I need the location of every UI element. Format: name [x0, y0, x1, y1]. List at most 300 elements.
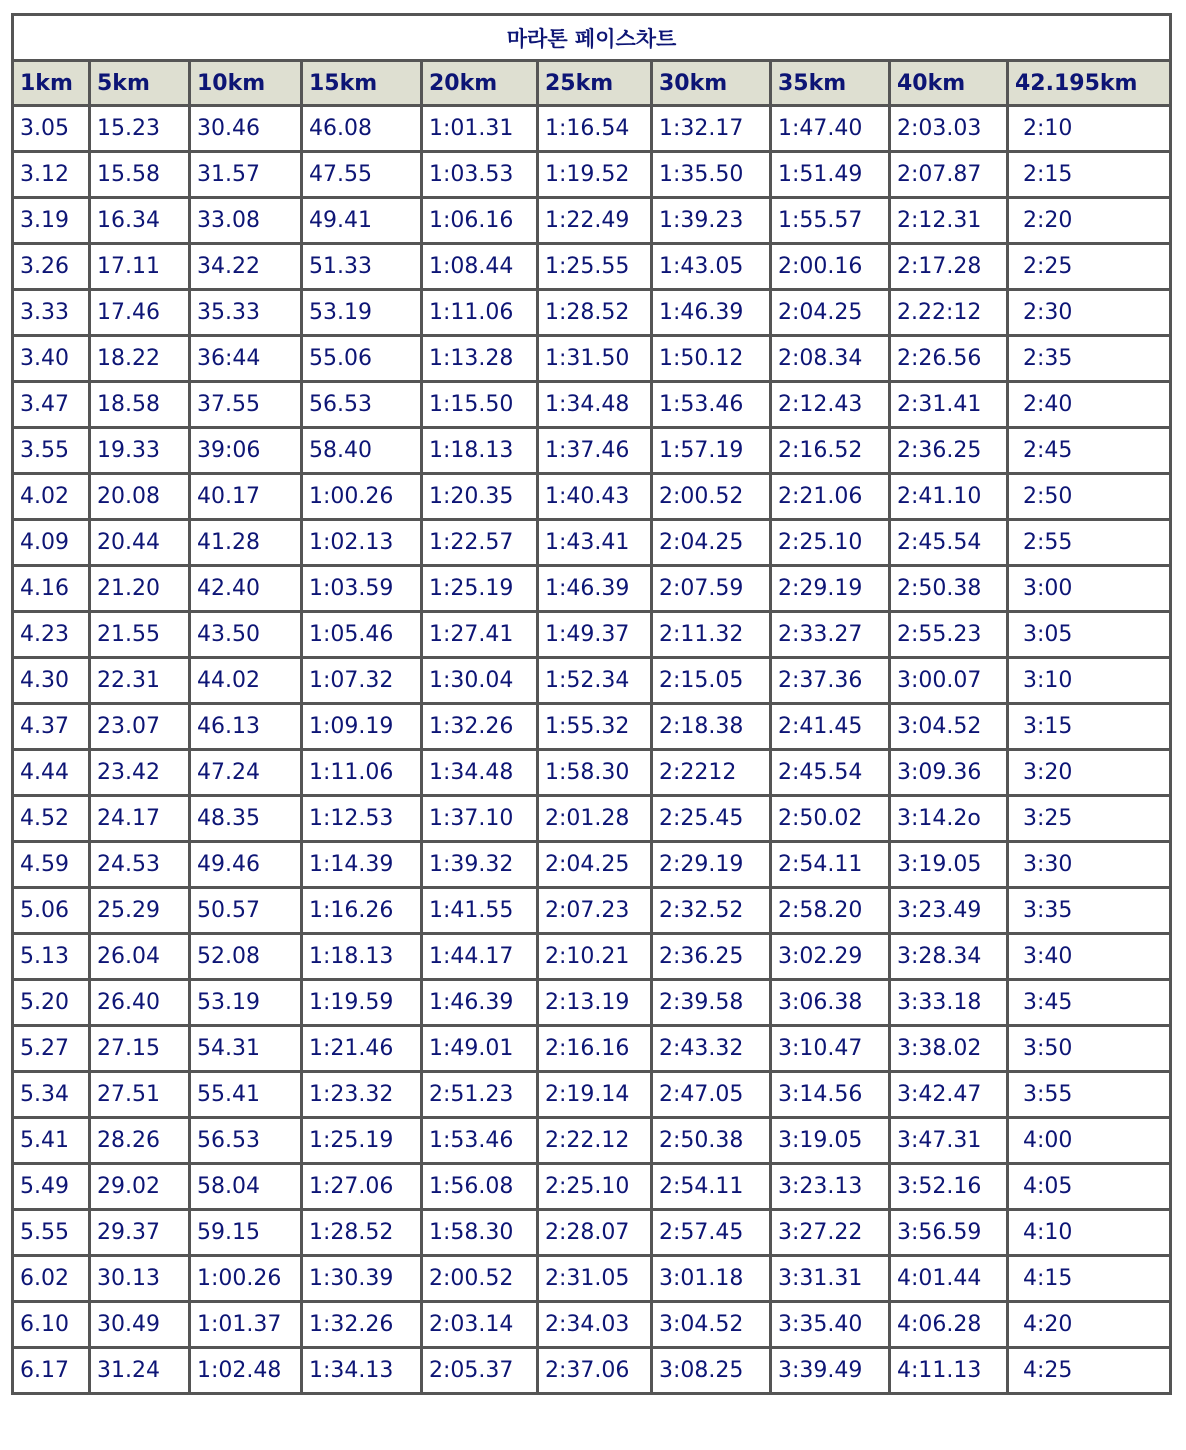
- table-cell: 1:25.55: [538, 244, 652, 290]
- table-cell: 4.30: [13, 658, 90, 704]
- table-cell: 2:03.14: [422, 1302, 538, 1348]
- table-cell: 1:27.06: [302, 1164, 422, 1210]
- table-cell: 1:25.19: [422, 566, 538, 612]
- table-row: [13, 750, 1171, 796]
- table-cell: 3:06.38: [771, 980, 890, 1026]
- table-cell: 2:12.43: [771, 382, 890, 428]
- table-cell: 1:46.39: [652, 290, 771, 336]
- table-cell: 2:43.32: [652, 1026, 771, 1072]
- table-cell: 3:52.16: [890, 1164, 1008, 1210]
- table-cell: 3:00: [1008, 566, 1171, 612]
- table-cell: 2:04.25: [652, 520, 771, 566]
- table-cell: 2:00.52: [422, 1256, 538, 1302]
- table-cell: 2:07.59: [652, 566, 771, 612]
- table-cell: 51.33: [302, 244, 422, 290]
- table-cell: 2:51.23: [422, 1072, 538, 1118]
- table-cell: 1:37.46: [538, 428, 652, 474]
- table-cell: 37.55: [190, 382, 302, 428]
- table-cell: 23.07: [90, 704, 190, 750]
- table-cell: 27.15: [90, 1026, 190, 1072]
- table-cell: 18.58: [90, 382, 190, 428]
- table-cell: 52.08: [190, 934, 302, 980]
- table-cell: 3:02.29: [771, 934, 890, 980]
- table-cell: 46.08: [302, 106, 422, 152]
- table-cell: 1:01.31: [422, 106, 538, 152]
- table-cell: 40.17: [190, 474, 302, 520]
- table-cell: 3:09.36: [890, 750, 1008, 796]
- table-cell: 48.35: [190, 796, 302, 842]
- table-cell: 5.41: [13, 1118, 90, 1164]
- table-cell: 3:45: [1008, 980, 1171, 1026]
- table-cell: 1:49.37: [538, 612, 652, 658]
- table-cell: 4.09: [13, 520, 90, 566]
- column-header: 10km: [190, 61, 302, 106]
- column-header: 20km: [422, 61, 538, 106]
- table-row: [13, 566, 1171, 612]
- table-cell: 56.53: [302, 382, 422, 428]
- table-cell: 1:32.26: [422, 704, 538, 750]
- table-cell: 15.23: [90, 106, 190, 152]
- table-cell: 1:30.04: [422, 658, 538, 704]
- table-cell: 2:50.38: [890, 566, 1008, 612]
- table-cell: 4:01.44: [890, 1256, 1008, 1302]
- table-cell: 3:31.31: [771, 1256, 890, 1302]
- table-cell: 1:32.17: [652, 106, 771, 152]
- table-cell: 1:21.46: [302, 1026, 422, 1072]
- table-cell: 1:15.50: [422, 382, 538, 428]
- table-cell: 42.40: [190, 566, 302, 612]
- table-cell: 2:25.45: [652, 796, 771, 842]
- table-cell: 2:40: [1008, 382, 1171, 428]
- table-cell: 2:39.58: [652, 980, 771, 1026]
- table-cell: 1:28.52: [538, 290, 652, 336]
- table-cell: 2:45.54: [890, 520, 1008, 566]
- table-cell: 31.57: [190, 152, 302, 198]
- column-header: 35km: [771, 61, 890, 106]
- table-cell: 2:04.25: [538, 842, 652, 888]
- table-cell: 3:42.47: [890, 1072, 1008, 1118]
- table-row: [13, 888, 1171, 934]
- table-cell: 3:00.07: [890, 658, 1008, 704]
- table-cell: 3:20: [1008, 750, 1171, 796]
- table-cell: 2:58.20: [771, 888, 890, 934]
- table-cell: 2:11.32: [652, 612, 771, 658]
- table-row: [13, 152, 1171, 198]
- table-cell: 2:50.38: [652, 1118, 771, 1164]
- table-cell: 3:56.59: [890, 1210, 1008, 1256]
- table-cell: 3:23.13: [771, 1164, 890, 1210]
- table-cell: 26.40: [90, 980, 190, 1026]
- table-cell: 4.37: [13, 704, 90, 750]
- table-row: [13, 796, 1171, 842]
- table-cell: 3:04.52: [890, 704, 1008, 750]
- table-cell: 4.59: [13, 842, 90, 888]
- table-cell: 25.29: [90, 888, 190, 934]
- table-cell: 19.33: [90, 428, 190, 474]
- table-row: [13, 106, 1171, 152]
- table-row: [13, 382, 1171, 428]
- table-cell: 3.05: [13, 106, 90, 152]
- table-cell: 3:38.02: [890, 1026, 1008, 1072]
- table-cell: 35.33: [190, 290, 302, 336]
- table-cell: 1:00.26: [190, 1256, 302, 1302]
- table-cell: 58.04: [190, 1164, 302, 1210]
- table-cell: 18.22: [90, 336, 190, 382]
- table-cell: 1:35.50: [652, 152, 771, 198]
- table-row: [13, 1164, 1171, 1210]
- table-cell: 3.26: [13, 244, 90, 290]
- table-cell: 54.31: [190, 1026, 302, 1072]
- table-cell: 1:58.30: [422, 1210, 538, 1256]
- table-cell: 2:31.41: [890, 382, 1008, 428]
- table-cell: 2:00.52: [652, 474, 771, 520]
- table-cell: 2:45: [1008, 428, 1171, 474]
- table-cell: 16.34: [90, 198, 190, 244]
- table-cell: 2:28.07: [538, 1210, 652, 1256]
- table-cell: 5.20: [13, 980, 90, 1026]
- table-cell: 1:39.23: [652, 198, 771, 244]
- table-cell: 1:47.40: [771, 106, 890, 152]
- table-cell: 3:08.25: [652, 1348, 771, 1394]
- table-cell: 2:41.10: [890, 474, 1008, 520]
- table-cell: 6.02: [13, 1256, 90, 1302]
- table-cell: 1:46.39: [538, 566, 652, 612]
- table-cell: 1:50.12: [652, 336, 771, 382]
- table-cell: 55.41: [190, 1072, 302, 1118]
- table-cell: 1:34.13: [302, 1348, 422, 1394]
- table-row: [13, 1210, 1171, 1256]
- table-cell: 29.02: [90, 1164, 190, 1210]
- table-row: [13, 612, 1171, 658]
- table-cell: 23.42: [90, 750, 190, 796]
- table-cell: 4.52: [13, 796, 90, 842]
- table-cell: 2:17.28: [890, 244, 1008, 290]
- table-cell: 27.51: [90, 1072, 190, 1118]
- table-cell: 3:19.05: [890, 842, 1008, 888]
- table-cell: 2:36.25: [890, 428, 1008, 474]
- table-cell: 3.55: [13, 428, 90, 474]
- column-header: 30km: [652, 61, 771, 106]
- table-cell: 2:16.16: [538, 1026, 652, 1072]
- table-cell: 1:16.26: [302, 888, 422, 934]
- table-cell: 3:35.40: [771, 1302, 890, 1348]
- table-cell: 1:19.52: [538, 152, 652, 198]
- table-cell: 2:34.03: [538, 1302, 652, 1348]
- table-cell: 2:36.25: [652, 934, 771, 980]
- table-cell: 2:47.05: [652, 1072, 771, 1118]
- table-cell: 29.37: [90, 1210, 190, 1256]
- table-cell: 15.58: [90, 152, 190, 198]
- table-cell: 1:01.37: [190, 1302, 302, 1348]
- table-cell: 1:22.57: [422, 520, 538, 566]
- table-cell: 33.08: [190, 198, 302, 244]
- table-cell: 30.13: [90, 1256, 190, 1302]
- table-cell: 3:05: [1008, 612, 1171, 658]
- table-cell: 1:55.57: [771, 198, 890, 244]
- table-cell: 4:05: [1008, 1164, 1171, 1210]
- table-cell: 1:28.52: [302, 1210, 422, 1256]
- table-cell: 4:20: [1008, 1302, 1171, 1348]
- table-cell: 1:18.13: [422, 428, 538, 474]
- table-cell: 2:00.16: [771, 244, 890, 290]
- table-cell: 3:30: [1008, 842, 1171, 888]
- table-cell: 3:23.49: [890, 888, 1008, 934]
- table-cell: 53.19: [302, 290, 422, 336]
- table-cell: 3.12: [13, 152, 90, 198]
- table-cell: 3:10.47: [771, 1026, 890, 1072]
- table-cell: 30.46: [190, 106, 302, 152]
- table-body: [13, 106, 1171, 1394]
- table-cell: 3:25: [1008, 796, 1171, 842]
- table-cell: 39:06: [190, 428, 302, 474]
- table-cell: 28.26: [90, 1118, 190, 1164]
- table-cell: 1:53.46: [422, 1118, 538, 1164]
- table-cell: 2:55.23: [890, 612, 1008, 658]
- table-cell: 2:29.19: [652, 842, 771, 888]
- table-cell: 5.13: [13, 934, 90, 980]
- table-cell: 4:11.13: [890, 1348, 1008, 1394]
- table-cell: 5.34: [13, 1072, 90, 1118]
- table-cell: 20.08: [90, 474, 190, 520]
- table-cell: 17.46: [90, 290, 190, 336]
- table-cell: 1:40.43: [538, 474, 652, 520]
- table-cell: 3:35: [1008, 888, 1171, 934]
- header-row: [13, 61, 1171, 106]
- table-row: [13, 704, 1171, 750]
- table-cell: 6.10: [13, 1302, 90, 1348]
- table-cell: 1:02.48: [190, 1348, 302, 1394]
- column-header: 5km: [90, 61, 190, 106]
- table-cell: 31.24: [90, 1348, 190, 1394]
- table-cell: 24.53: [90, 842, 190, 888]
- table-row: [13, 244, 1171, 290]
- table-cell: 3:01.18: [652, 1256, 771, 1302]
- table-cell: 2:03.03: [890, 106, 1008, 152]
- table-cell: 1:43.41: [538, 520, 652, 566]
- table-cell: 2:01.28: [538, 796, 652, 842]
- table-cell: 3:19.05: [771, 1118, 890, 1164]
- table-cell: 1:25.19: [302, 1118, 422, 1164]
- table-cell: 2:41.45: [771, 704, 890, 750]
- table-cell: 2:37.06: [538, 1348, 652, 1394]
- table-cell: 1:34.48: [538, 382, 652, 428]
- table-cell: 1:22.49: [538, 198, 652, 244]
- column-header: 42.195km: [1008, 61, 1171, 106]
- table-cell: 2:32.52: [652, 888, 771, 934]
- table-cell: 2:10.21: [538, 934, 652, 980]
- table-cell: 3:14.56: [771, 1072, 890, 1118]
- table-cell: 2:25.10: [538, 1164, 652, 1210]
- table-cell: 2:26.56: [890, 336, 1008, 382]
- table-cell: 24.17: [90, 796, 190, 842]
- table-cell: 49.41: [302, 198, 422, 244]
- table-cell: 1:51.49: [771, 152, 890, 198]
- table-row: [13, 198, 1171, 244]
- table-row: [13, 1256, 1171, 1302]
- table-cell: 2:35: [1008, 336, 1171, 382]
- column-header: 40km: [890, 61, 1008, 106]
- table-cell: 1:57.19: [652, 428, 771, 474]
- table-cell: 2:57.45: [652, 1210, 771, 1256]
- table-cell: 2:19.14: [538, 1072, 652, 1118]
- table-cell: 1:27.41: [422, 612, 538, 658]
- table-cell: 1:00.26: [302, 474, 422, 520]
- table-cell: 1:20.35: [422, 474, 538, 520]
- table-cell: 2:54.11: [652, 1164, 771, 1210]
- table-row: [13, 428, 1171, 474]
- table-cell: 46.13: [190, 704, 302, 750]
- table-cell: 1:11.06: [302, 750, 422, 796]
- table-row: [13, 658, 1171, 704]
- table-cell: 2:16.52: [771, 428, 890, 474]
- table-cell: 1:52.34: [538, 658, 652, 704]
- table-cell: 1:49.01: [422, 1026, 538, 1072]
- table-row: [13, 980, 1171, 1026]
- table-cell: 2:22.12: [538, 1118, 652, 1164]
- table-cell: 2:12.31: [890, 198, 1008, 244]
- table-cell: 17.11: [90, 244, 190, 290]
- table-cell: 2:05.37: [422, 1348, 538, 1394]
- table-cell: 30.49: [90, 1302, 190, 1348]
- table-cell: 2:45.54: [771, 750, 890, 796]
- table-cell: 1:44.17: [422, 934, 538, 980]
- column-header: 25km: [538, 61, 652, 106]
- table-cell: 56.53: [190, 1118, 302, 1164]
- table-row: [13, 1072, 1171, 1118]
- table-cell: 43.50: [190, 612, 302, 658]
- table-cell: 2:29.19: [771, 566, 890, 612]
- table-cell: 3:40: [1008, 934, 1171, 980]
- table-cell: 3.40: [13, 336, 90, 382]
- table-cell: 1:56.08: [422, 1164, 538, 1210]
- table-cell: 1:39.32: [422, 842, 538, 888]
- table-cell: 36:44: [190, 336, 302, 382]
- table-cell: 2:25: [1008, 244, 1171, 290]
- table-cell: 4:00: [1008, 1118, 1171, 1164]
- table-cell: 3:33.18: [890, 980, 1008, 1026]
- table-cell: 34.22: [190, 244, 302, 290]
- table-cell: 1:31.50: [538, 336, 652, 382]
- table-cell: 2:33.27: [771, 612, 890, 658]
- table-cell: 49.46: [190, 842, 302, 888]
- table-cell: 2:07.23: [538, 888, 652, 934]
- table-cell: 26.04: [90, 934, 190, 980]
- table-cell: 1:07.32: [302, 658, 422, 704]
- table-cell: 47.24: [190, 750, 302, 796]
- table-cell: 1:14.39: [302, 842, 422, 888]
- table-cell: 1:13.28: [422, 336, 538, 382]
- table-cell: 1:06.16: [422, 198, 538, 244]
- table-cell: 55.06: [302, 336, 422, 382]
- table-cell: 2:20: [1008, 198, 1171, 244]
- table-cell: 2:08.34: [771, 336, 890, 382]
- table-cell: 59.15: [190, 1210, 302, 1256]
- table-cell: 53.19: [190, 980, 302, 1026]
- table-cell: 4:25: [1008, 1348, 1171, 1394]
- table-row: [13, 1348, 1171, 1394]
- table-cell: 1:55.32: [538, 704, 652, 750]
- table-row: [13, 336, 1171, 382]
- table-cell: 2:10: [1008, 106, 1171, 152]
- table-cell: 1:16.54: [538, 106, 652, 152]
- table-row: [13, 520, 1171, 566]
- table-cell: 1:12.53: [302, 796, 422, 842]
- table-cell: 2:15: [1008, 152, 1171, 198]
- marathon-pace-chart-table: [11, 13, 1172, 1395]
- table-cell: 1:18.13: [302, 934, 422, 980]
- table-cell: 1:43.05: [652, 244, 771, 290]
- table-cell: 2:2212: [652, 750, 771, 796]
- table-cell: 2:13.19: [538, 980, 652, 1026]
- table-row: [13, 474, 1171, 520]
- table-title: 마라톤 페이스차트: [13, 15, 1171, 61]
- table-row: [13, 934, 1171, 980]
- table-cell: 44.02: [190, 658, 302, 704]
- table-cell: 58.40: [302, 428, 422, 474]
- table-row: [13, 1026, 1171, 1072]
- table-cell: 4.23: [13, 612, 90, 658]
- table-cell: 1:32.26: [302, 1302, 422, 1348]
- table-cell: 5.49: [13, 1164, 90, 1210]
- table-cell: 21.20: [90, 566, 190, 612]
- table-row: [13, 1302, 1171, 1348]
- table-cell: 1:08.44: [422, 244, 538, 290]
- table-cell: 1:19.59: [302, 980, 422, 1026]
- table-cell: 5.27: [13, 1026, 90, 1072]
- table-cell: 3:14.2o: [890, 796, 1008, 842]
- table-cell: 3:04.52: [652, 1302, 771, 1348]
- table-cell: 3:15: [1008, 704, 1171, 750]
- table-cell: 1:53.46: [652, 382, 771, 428]
- table-cell: 4:15: [1008, 1256, 1171, 1302]
- table-cell: 2:15.05: [652, 658, 771, 704]
- table-cell: 3:47.31: [890, 1118, 1008, 1164]
- table-cell: 2:30: [1008, 290, 1171, 336]
- table-cell: 2.22:12: [890, 290, 1008, 336]
- column-header: 1km: [13, 61, 90, 106]
- table-cell: 1:09.19: [302, 704, 422, 750]
- table-cell: 2:21.06: [771, 474, 890, 520]
- table-cell: 2:25.10: [771, 520, 890, 566]
- table-cell: 4:06.28: [890, 1302, 1008, 1348]
- column-header: 15km: [302, 61, 422, 106]
- table-cell: 1:23.32: [302, 1072, 422, 1118]
- table-cell: 2:55: [1008, 520, 1171, 566]
- table-cell: 3:28.34: [890, 934, 1008, 980]
- table-cell: 1:34.48: [422, 750, 538, 796]
- table-cell: 2:31.05: [538, 1256, 652, 1302]
- table-cell: 41.28: [190, 520, 302, 566]
- table-cell: 1:46.39: [422, 980, 538, 1026]
- table-cell: 3:55: [1008, 1072, 1171, 1118]
- table-cell: 6.17: [13, 1348, 90, 1394]
- table-cell: 2:54.11: [771, 842, 890, 888]
- table-cell: 2:07.87: [890, 152, 1008, 198]
- table-cell: 1:03.53: [422, 152, 538, 198]
- table-cell: 1:11.06: [422, 290, 538, 336]
- table-cell: 1:05.46: [302, 612, 422, 658]
- table-cell: 3.19: [13, 198, 90, 244]
- table-row: [13, 290, 1171, 336]
- table-cell: 1:30.39: [302, 1256, 422, 1302]
- table-cell: 2:04.25: [771, 290, 890, 336]
- table-cell: 3:27.22: [771, 1210, 890, 1256]
- table-cell: 3:10: [1008, 658, 1171, 704]
- table-cell: 3:39.49: [771, 1348, 890, 1394]
- table-cell: 2:50: [1008, 474, 1171, 520]
- table-cell: 3.33: [13, 290, 90, 336]
- table-cell: 4:10: [1008, 1210, 1171, 1256]
